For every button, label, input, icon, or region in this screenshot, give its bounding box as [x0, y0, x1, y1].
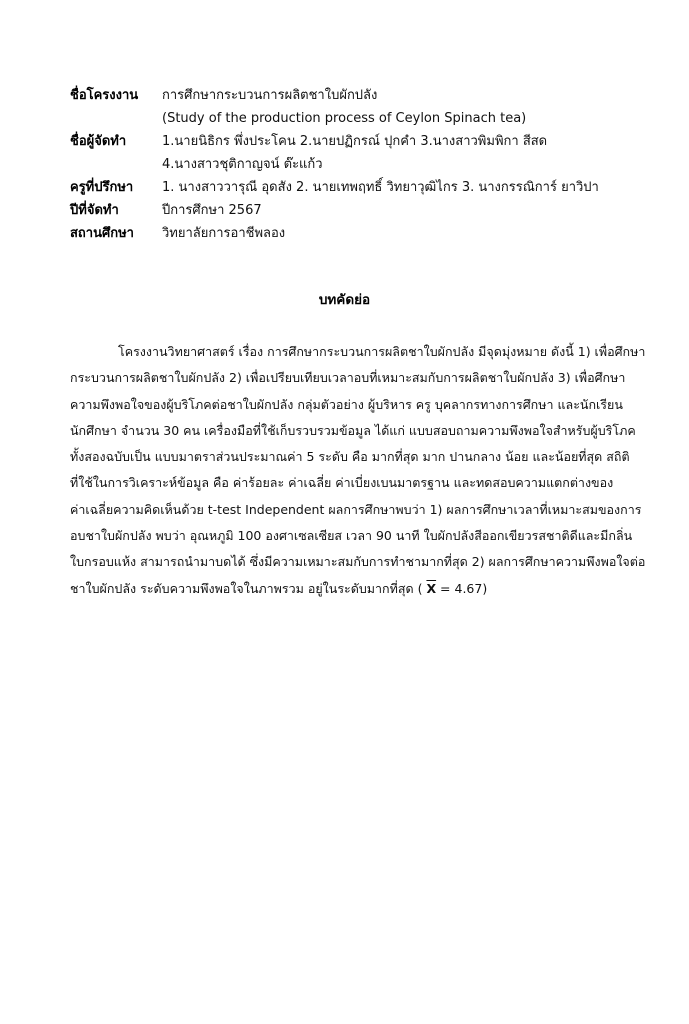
- abstract-last-line-prefix: ชาใบผักปลัง ระดับความพึงพอใจในภาพรวม อยู่ในระดับมากที่สุด (: [70, 580, 427, 596]
- advisors-values: [162, 176, 630, 199]
- abstract-body: [70, 339, 646, 602]
- year-row: [70, 199, 630, 222]
- project-title-english: (Study of the production process of Ceylon Spinach tea): [162, 111, 527, 126]
- year-values: [162, 199, 630, 222]
- abstract-line: โครงงานวิทยาศาสตร์ เรื่อง การศึกษากระบวนการผลิตชาใบผักปลัง มีจุดมุ่งหมาย ดังนี้ 1) เพื่อศึกษา: [118, 344, 646, 359]
- project-title-values: [162, 84, 630, 130]
- abstract-last-line: [70, 576, 630, 602]
- year-label: ปีที่จัดทำ: [70, 203, 119, 218]
- institution-value: วิทยาลัยการอาชีพลอง: [162, 226, 286, 241]
- abstract-line: ความพึงพอใจของผู้บริโภคต่อชาใบผักปลัง กลุ่มตัวอย่าง ผู้บริหาร ครู บุคลากรทางการศึกษา และนักเรียน: [70, 396, 623, 412]
- institution-row: [70, 222, 630, 245]
- abstract-line: นักศึกษา จำนวน 30 คน เครื่องมือที่ใช้เก็บรวบรวมข้อมูล ได้แก่ แบบสอบถามความพึงพอใจสำหรับผู้บริโภค: [70, 422, 636, 438]
- project-title-row: [70, 84, 630, 130]
- project-info-block: [70, 84, 630, 245]
- abstract-line: ที่ใช้ในการวิเคราะห์ข้อมูล คือ ค่าร้อยละ ค่าเฉลี่ย ค่าเบี่ยงเบนมาตรฐาน และทดสอบความแตกต่างของ: [70, 475, 614, 491]
- project-title-thai: การศึกษากระบวนการผลิตชาใบผักปลัง: [162, 88, 378, 103]
- advisors-label: ครูที่ปรึกษา: [70, 180, 134, 195]
- authors-line-2: 4.นางสาวชุติกาญจน์ ต๊ะแก้ว: [162, 157, 323, 172]
- authors-values: [162, 130, 630, 176]
- abstract-last-line-suffix: = 4.67): [436, 580, 488, 596]
- authors-row: [70, 130, 630, 176]
- authors-line-1: 1.นายนิธิกร พึ่งประโคน 2.นายปฏิกรณ์ ปุกคำ 3.นางสาวพิมพิกา สีสด: [162, 134, 548, 149]
- project-title-label: ชื่อโครงงาน: [70, 88, 139, 103]
- advisors-row: [70, 176, 630, 199]
- abstract-heading: บทคัดย่อ: [318, 292, 371, 308]
- mean-symbol: $\overline{X}$: [426, 580, 437, 596]
- institution-label: สถานศึกษา: [70, 226, 134, 241]
- abstract-line: ใบกรอบแห้ง สามารถนำมาบดได้ ซึ่งมีความเหมาะสมกับการทำชามากที่สุด 2) ผลการศึกษาความพึงพอใจต่อ: [70, 554, 646, 570]
- abstract-line: กระบวนการผลิตชาใบผักปลัง 2) เพื่อเปรียบเทียบเวลาอบที่เหมาะสมกับการผลิตชาใบผักปลัง 3) เพื่อศึกษา: [70, 370, 626, 386]
- abstract-line: ค่าเฉลี่ยความคิดเห็นด้วย t-test Independent ผลการศึกษาพบว่า 1) ผลการศึกษาเวลาที่เหมาะสมของการ: [70, 501, 642, 517]
- abstract-line: ทั้งสองฉบับเป็น แบบมาตราส่วนประมาณค่า 5 ระดับ คือ มากที่สุด มาก ปานกลาง น้อย และน้อยที่สุด สถิติ: [70, 449, 630, 465]
- authors-label: ชื่อผู้จัดทำ: [70, 134, 127, 149]
- year-value: ปีการศึกษา 2567: [162, 203, 262, 218]
- abstract-line: อบชาใบผักปลัง พบว่า อุณหภูมิ 100 องศาเซลเซียส เวลา 90 นาที ใบผักปลังสีออกเขียวรสชาติดีและมีกลิ่น: [70, 528, 633, 544]
- institution-values: [162, 222, 630, 245]
- advisors-line: 1. นางสาววารุณี อุดสัง 2. นายเทพฤทธิ์ วิทยาวุฒิไกร 3. นางกรรณิการ์ ยาวิปา: [162, 180, 599, 195]
